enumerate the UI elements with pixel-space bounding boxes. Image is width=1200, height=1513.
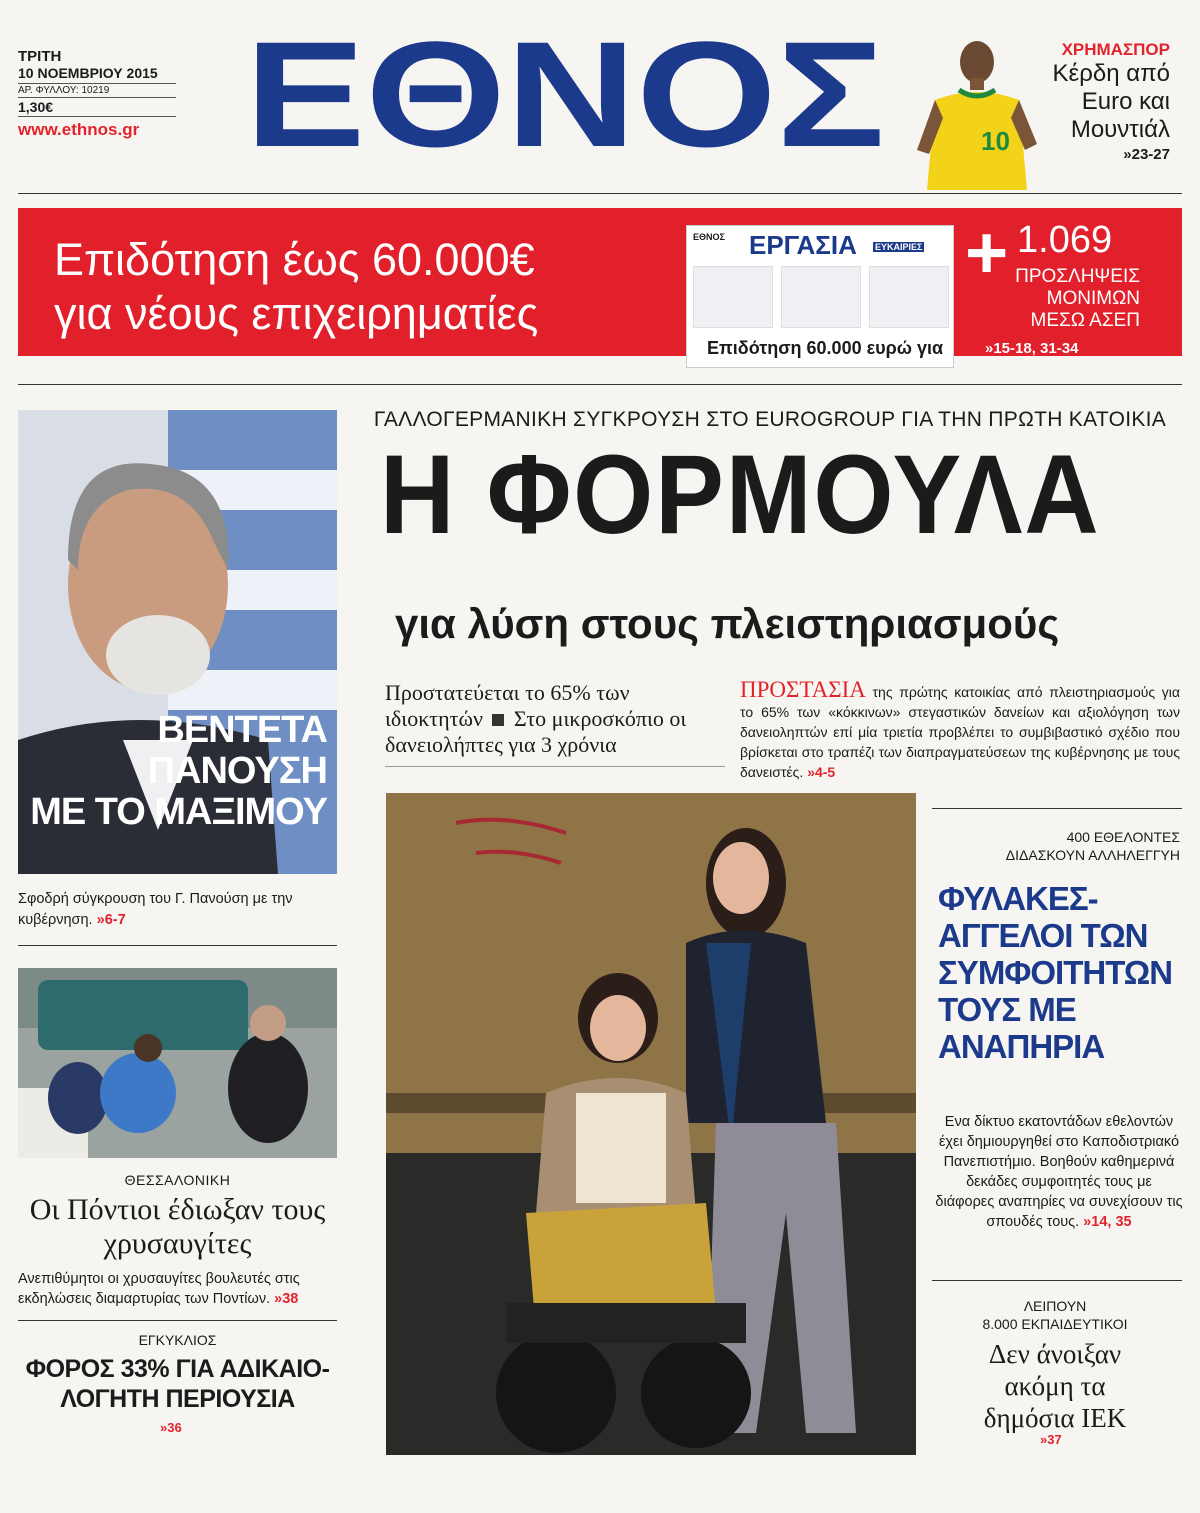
volunteers-pages: »14, 35 [1083, 1214, 1132, 1230]
thessaloniki-kicker: ΘΕΣΣΑΛΟΝΙΚΗ [124, 1172, 231, 1188]
volunteers-body [935, 1112, 1183, 1232]
panousis-headline-line: ΜΕ ΤΟ ΜΑΞΙΜΟΥ [30, 791, 327, 833]
website-link[interactable]: www.ethnos.gr [18, 120, 140, 139]
promo-kicker: ΧΡΗΜΑΣΠΟΡ [1061, 40, 1170, 59]
panousis-pages: »6-7 [96, 912, 126, 928]
svg-text:ΕΘΝΟΣ: ΕΘΝΟΣ [245, 18, 885, 168]
promo-line: Κέρδη από [1052, 60, 1170, 87]
newspaper-logo [235, 18, 895, 168]
date-block [18, 48, 176, 140]
svg-text:10: 10 [981, 126, 1010, 156]
issue-date: 10 ΝΟΕΜΒΡΙΟΥ 2015 [18, 65, 176, 84]
hiring-line: ΠΡΟΣΛΗΨΕΙΣ [1015, 266, 1140, 287]
panousis-caption [18, 889, 337, 931]
circular-headline[interactable] [18, 1354, 337, 1414]
promo-line: Euro και [1081, 88, 1170, 115]
iek-pages: »37 [1040, 1432, 1062, 1447]
main-subheadline: για λύση στους πλειστηριασμούς [395, 600, 1060, 647]
iek-headline-line: ακόμη τα [1004, 1371, 1106, 1401]
circular-headline-line: ΛΟΓΗΤΗ ΠΕΡΙΟΥΣΙΑ [60, 1385, 295, 1413]
volunteers-kicker-line: 400 ΕΘΕΛΟΝΤΕΣ [1066, 829, 1180, 845]
volunteers-headline[interactable] [938, 880, 1183, 1065]
volunteers-headline-line: ΦΥΛΑΚΕΣ- [938, 880, 1098, 917]
circular-pages: »36 [160, 1420, 182, 1435]
left-rule [18, 945, 337, 946]
main-summary-b: Στο μικροσκόπιο οι δανειολήπτες για 3 χρόνια [385, 706, 687, 757]
iek-headline-line: Δεν άνοιξαν [988, 1339, 1122, 1369]
plus-icon: + [965, 211, 1009, 294]
ergasia-title: ΕΡΓΑΣΙΑ [749, 230, 857, 260]
banner-rule [18, 384, 1182, 385]
main-summary-a: Προστατεύεται το 65% των ιδιοκτητών [385, 680, 630, 731]
hiring-line: ΜΕΣΩ ΑΣΕΠ [1030, 310, 1140, 331]
left-rule-2 [18, 1320, 337, 1321]
banner-line-2: για νέους επιχειρηματίες [54, 288, 539, 339]
hiring-pages: »15-18, 31-34 [985, 340, 1079, 357]
volunteers-headline-line: ΑΝΑΠΗΡΙΑ [938, 1028, 1105, 1065]
lead-dropcap: ΠΡΟΣΤΑΣΙΑ [740, 677, 866, 702]
iek-kicker-line: ΛΕΙΠΟΥΝ [1023, 1298, 1087, 1314]
promo-pages: »23-27 [1123, 146, 1170, 163]
lead-text: της πρώτης κατοικίας από πλειστηριασμούς για το 65% των «κόκκινων» στεγαστικών δανείων και αξιολόγηση των δανειοληπτών επί μία τριετία προβλέπει το συμβιβαστικό σχέδιο που βρίσκεται στο τραπέζι των διαπραγματεύσεων της κυβέρνησης με τους δανειστές. [740, 684, 1181, 780]
ergasia-subtitle: ΕΥΚΑΙΡΙΕΣ [875, 242, 923, 252]
main-summary [385, 680, 725, 767]
thessaloniki-pages: »38 [274, 1291, 299, 1307]
main-lead [740, 677, 1181, 782]
panousis-caption-text: Σφοδρή σύγκρουση του Γ. Πανούση με την κυβέρνηση. [18, 891, 293, 928]
iek-kicker [930, 1297, 1180, 1333]
iek-kicker-line: 8.000 ΕΚΠΑΙΔΕΥΤΙΚΟΙ [982, 1316, 1128, 1332]
promo-line: Μουντιάλ [1070, 116, 1170, 143]
main-headline[interactable]: Η ΦΟΡΜΟΥΛΑ [380, 432, 1101, 557]
iek-headline[interactable] [930, 1338, 1180, 1434]
iek-headline-line: δημόσια ΙΕΚ [983, 1403, 1127, 1433]
volunteers-kicker [930, 828, 1180, 864]
volunteers-headline-line: ΑΓΓΕΛΟΙ ΤΩΝ [938, 917, 1148, 954]
volunteers-body-text: Ενα δίκτυο εκατοντάδων εθελοντών έχει δημιουργηθεί στο Καποδιστριακό Πανεπιστήμιο. Βοηθούν καθημερινά δεκάδες συμφοιτητές τους με διάφορες αναπηρίες να συνεχίσουν τις σπουδές τους. [935, 1114, 1183, 1230]
issue-price: 1,30€ [18, 98, 176, 117]
ergasia-tile [781, 266, 861, 328]
circular-headline-line: ΦΟΡΟΣ 33% ΓΙΑ ΑΔΙΚΑΙΟ- [25, 1355, 330, 1383]
bullet-square-icon [492, 714, 504, 726]
sports-promo[interactable] [1010, 40, 1170, 163]
ergasia-supplement-cover[interactable] [686, 225, 954, 368]
thessaloniki-headline[interactable]: Οι Πόντιοι έδιωξαν τους χρυσαυγίτες [29, 1193, 326, 1260]
masthead-rule [18, 193, 1182, 194]
issue-number: ΑΡ. ΦΥΛΛΟΥ: 10219 [18, 84, 176, 98]
panousis-headline-line: ΒΕΝΤΕΤΑ [157, 709, 327, 751]
ergasia-tile [693, 266, 773, 328]
ergasia-headline: Επιδότηση 60.000 ευρώ για [707, 338, 944, 358]
panousis-headline-line: ΠΑΝΟΥΣΗ [147, 750, 327, 792]
thessaloniki-caption [18, 1269, 337, 1309]
lead-pages: »4-5 [807, 764, 836, 780]
volunteers-kicker-line: ΔΙΔΑΣΚΟΥΝ ΑΛΛΗΛΕΓΓΥΗ [1005, 847, 1180, 863]
thessaloniki-caption-text: Ανεπιθύμητοι οι χρυσαυγίτες βουλευτές στις εκδηλώσεις διαμαρτυρίας των Ποντίων. [18, 1271, 300, 1307]
hiring-number: 1.069 [1017, 219, 1113, 261]
volunteers-photo [386, 793, 916, 1455]
hiring-line: ΜΟΝΙΜΩΝ [1046, 288, 1140, 309]
right-rule [932, 808, 1182, 809]
issue-day: ΤΡΙΤΗ [18, 48, 62, 65]
thessaloniki-scuffle-photo [18, 968, 337, 1158]
volunteers-headline-line: ΤΟΥΣ ΜΕ [938, 991, 1076, 1028]
banner-line-1: Επιδότηση έως 60.000€ [54, 234, 535, 285]
volunteers-headline-line: ΣΥΜΦΟΙΤΗΤΩΝ [938, 954, 1173, 991]
right-rule-2 [932, 1280, 1182, 1281]
panousis-headline[interactable] [18, 710, 337, 833]
ergasia-tiles [693, 266, 949, 328]
ergasia-masthead: ΕΘΝΟΣ [693, 232, 725, 242]
main-kicker: ΓΑΛΛΟΓΕΡΜΑΝΙΚΗ ΣΥΓΚΡΟΥΣΗ ΣΤΟ EUROGROUP ΓΙΑ ΤΗΝ ΠΡΩΤΗ ΚΑΤΟΙΚΙΑ [373, 408, 1167, 431]
ergasia-tile [869, 266, 949, 328]
circular-kicker: ΕΓΚΥΚΛΙΟΣ [138, 1332, 217, 1348]
